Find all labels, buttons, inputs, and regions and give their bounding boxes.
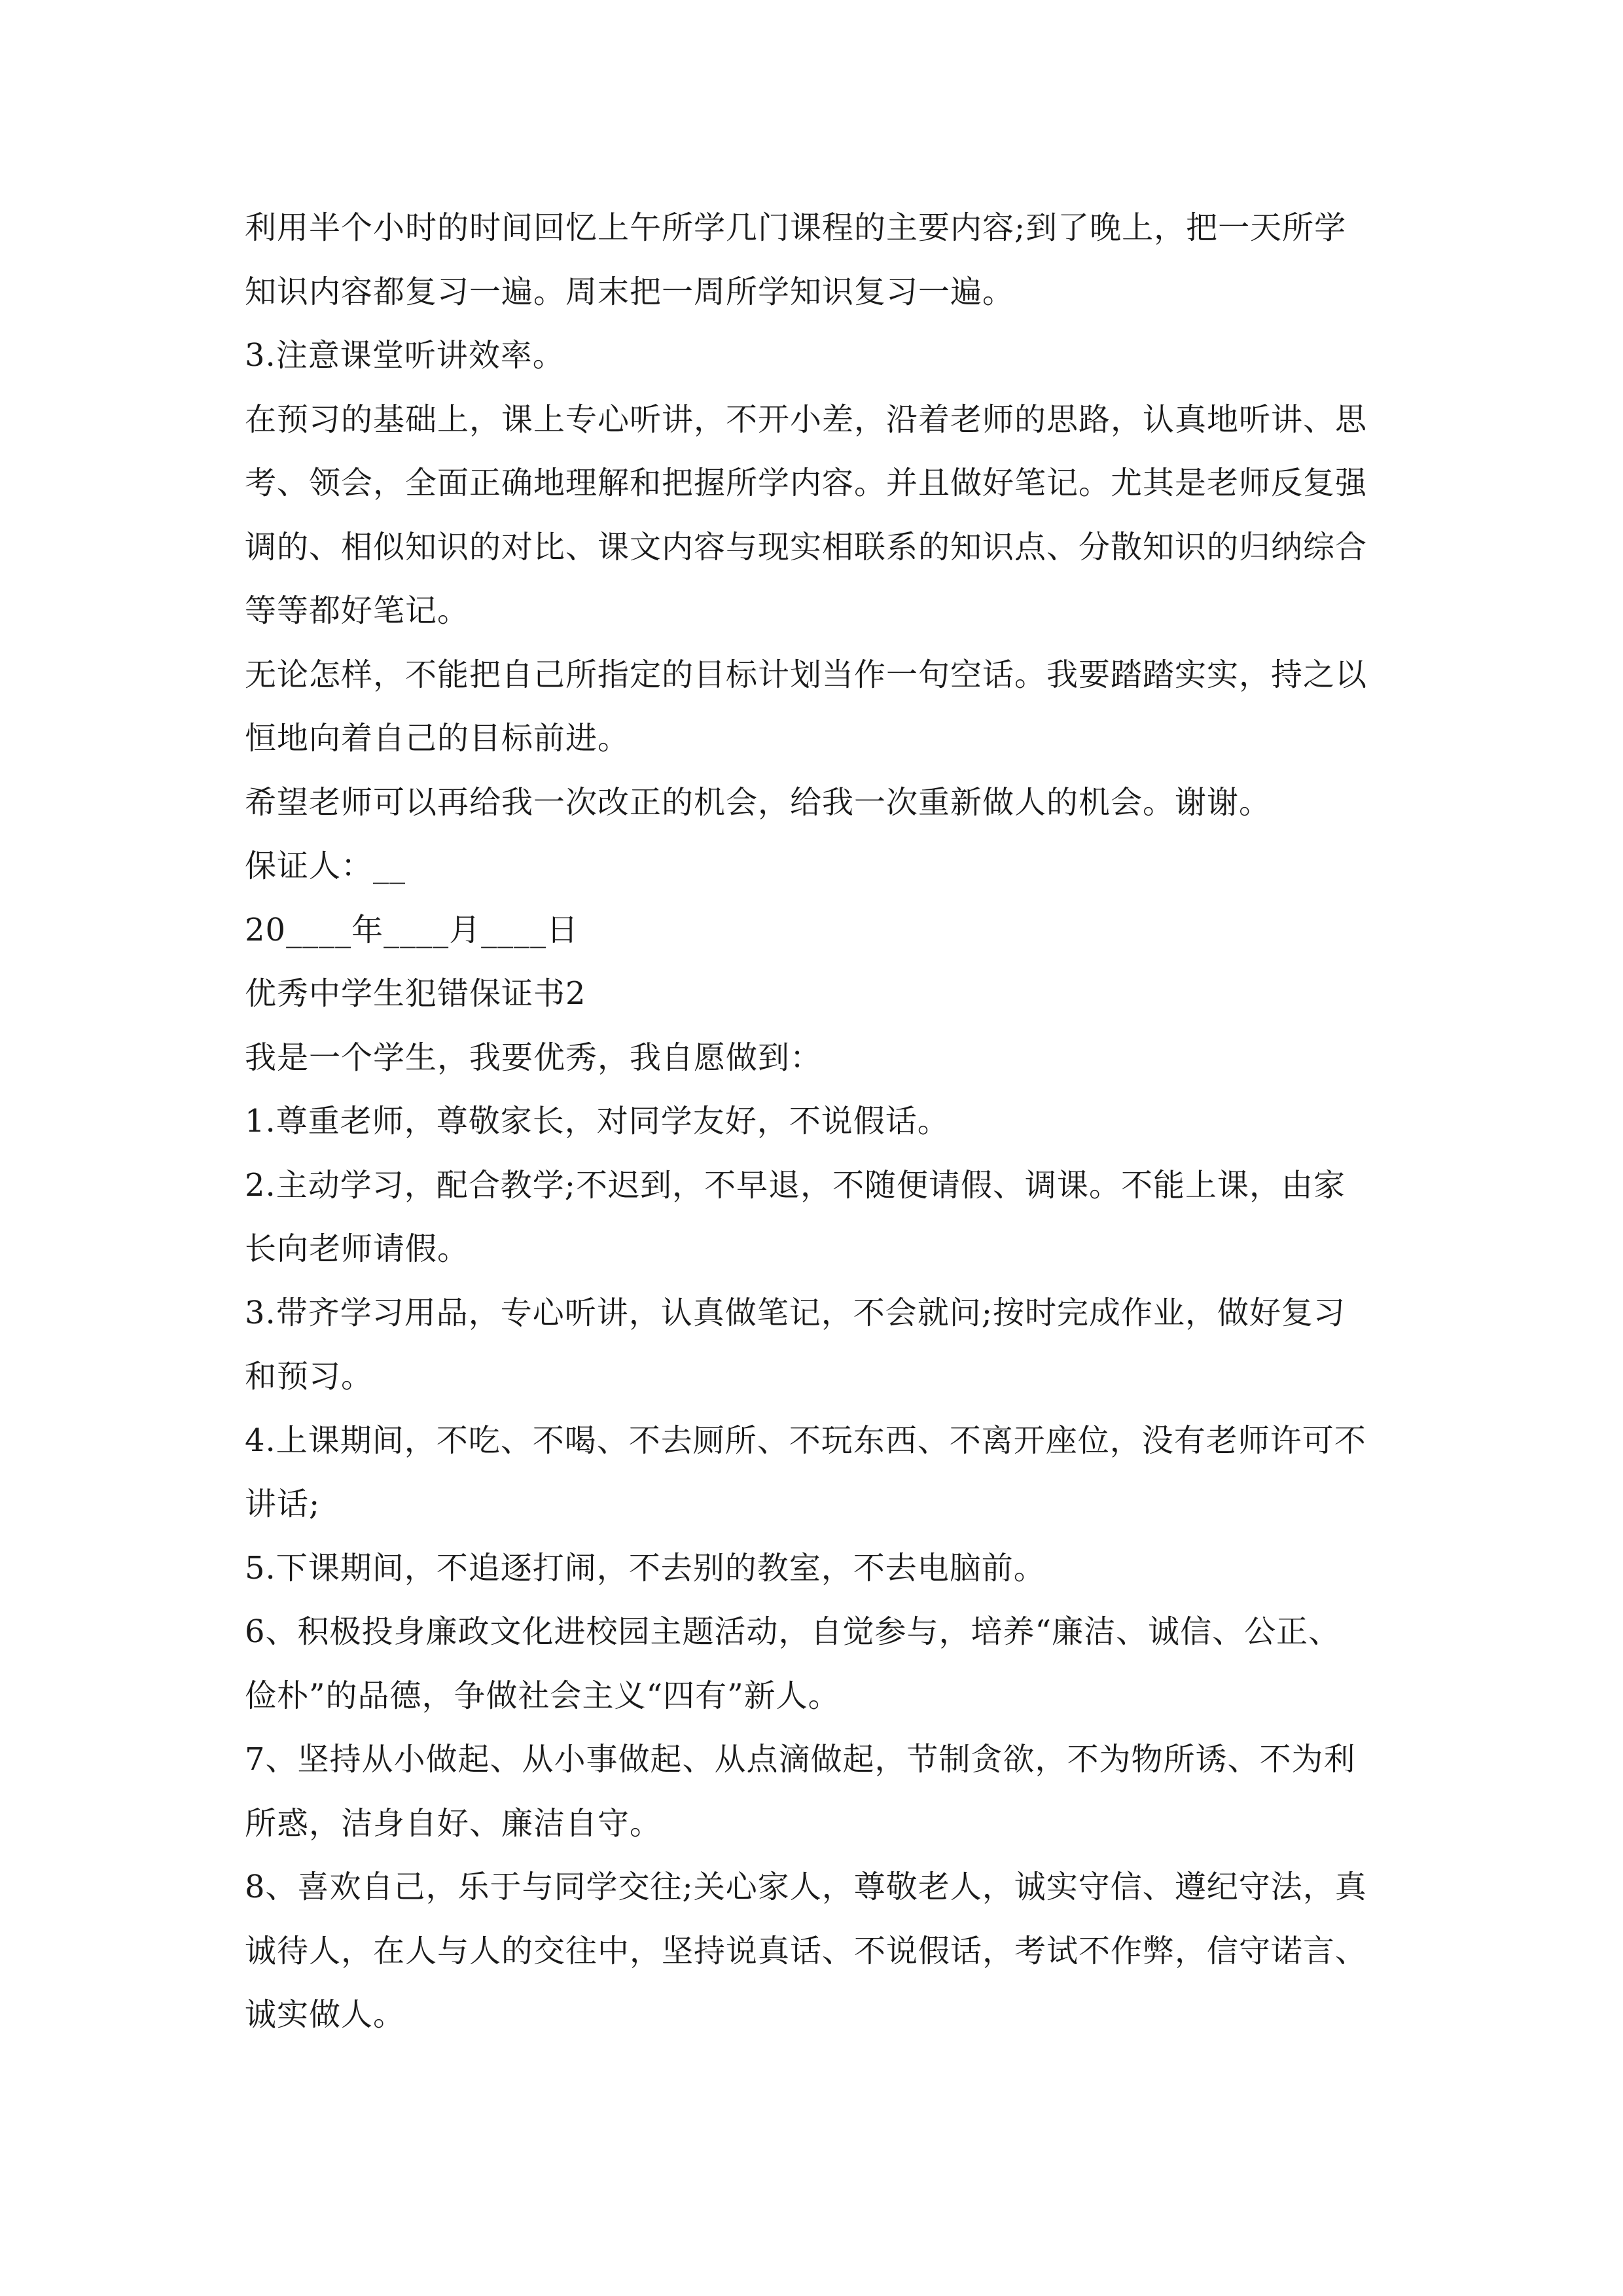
list-item-continued: 俭朴”的品德，争做社会主义“四有”新人。 — [245, 1677, 840, 1714]
list-item-continued: 长向老师请假。 — [245, 1230, 470, 1267]
text-line: 考、领会，全面正确地理解和把握所学内容。并且做好笔记。尤其是老师反复强 — [245, 465, 1368, 501]
list-item: 2.主动学习，配合教学;不迟到，不早退，不随便请假、调课。不能上课，由家 — [245, 1166, 1346, 1204]
text-line: 3.注意课堂听讲效率。 — [245, 337, 565, 374]
text-line: 我是一个学生，我要优秀，我自愿做到： — [245, 1039, 823, 1076]
list-item: 3.带齐学习用品，专心听讲，认真做笔记，不会就问;按时完成作业，做好复习 — [245, 1294, 1346, 1331]
list-item: 8、喜欢自己，乐于与同学交往;关心家人，尊敬老人，诚实守信、遵纪守法，真 — [245, 1869, 1367, 1905]
list-item-continued: 诚待人，在人与人的交往中，坚持说真话、不说假话，考试不作弊，信守诺言、 — [245, 1932, 1368, 1969]
list-item: 6、积极投身廉政文化进校园主题活动，自觉参与，培养“廉洁、诚信、公正、 — [245, 1613, 1341, 1650]
text-line: 在预习的基础上，课上专心听讲，不开小差，沿着老师的思路，认真地听讲、思 — [245, 401, 1368, 438]
guarantor-line: 保证人：__ — [245, 848, 406, 884]
list-item: 5.下课期间，不追逐打闹，不去别的教室，不去电脑前。 — [245, 1549, 1046, 1587]
list-item-continued: 诚实做人。 — [245, 1996, 406, 2033]
section-title: 优秀中学生犯错保证书2 — [245, 975, 586, 1012]
date-line: 20____年____月____日 — [245, 911, 579, 948]
list-item-continued: 和预习。 — [245, 1358, 374, 1395]
text-line: 无论怎样，不能把自己所指定的目标计划当作一句空话。我要踏踏实实，持之以 — [245, 656, 1368, 693]
list-item-continued: 讲话; — [245, 1486, 321, 1522]
list-item: 1.尊重老师，尊敬家长，对同学友好，不说假话。 — [245, 1103, 950, 1139]
text-line: 希望老师可以再给我一次改正的机会，给我一次重新做人的机会。谢谢。 — [245, 783, 1272, 821]
text-line: 调的、相似知识的对比、课文内容与现实相联系的知识点、分散知识的归纳综合 — [245, 528, 1368, 565]
list-item: 7、坚持从小做起、从小事做起、从点滴做起，节制贪欲，不为物所诱、不为利 — [245, 1741, 1356, 1778]
document-body — [245, 196, 1397, 2047]
text-line: 恒地向着自己的目标前进。 — [245, 720, 630, 757]
text-line: 知识内容都复习一遍。周末把一周所学知识复习一遍。 — [245, 273, 1015, 310]
text-line: 等等都好笔记。 — [245, 592, 470, 629]
list-item-continued: 所惑，洁身自好、廉洁自守。 — [245, 1804, 662, 1842]
list-item: 4.上课期间，不吃、不喝、不去厕所、不玩东西、不离开座位，没有老师许可不 — [245, 1422, 1366, 1459]
text-line: 利用半个小时的时间回忆上午所学几门课程的主要内容;到了晚上，把一天所学 — [245, 209, 1347, 246]
